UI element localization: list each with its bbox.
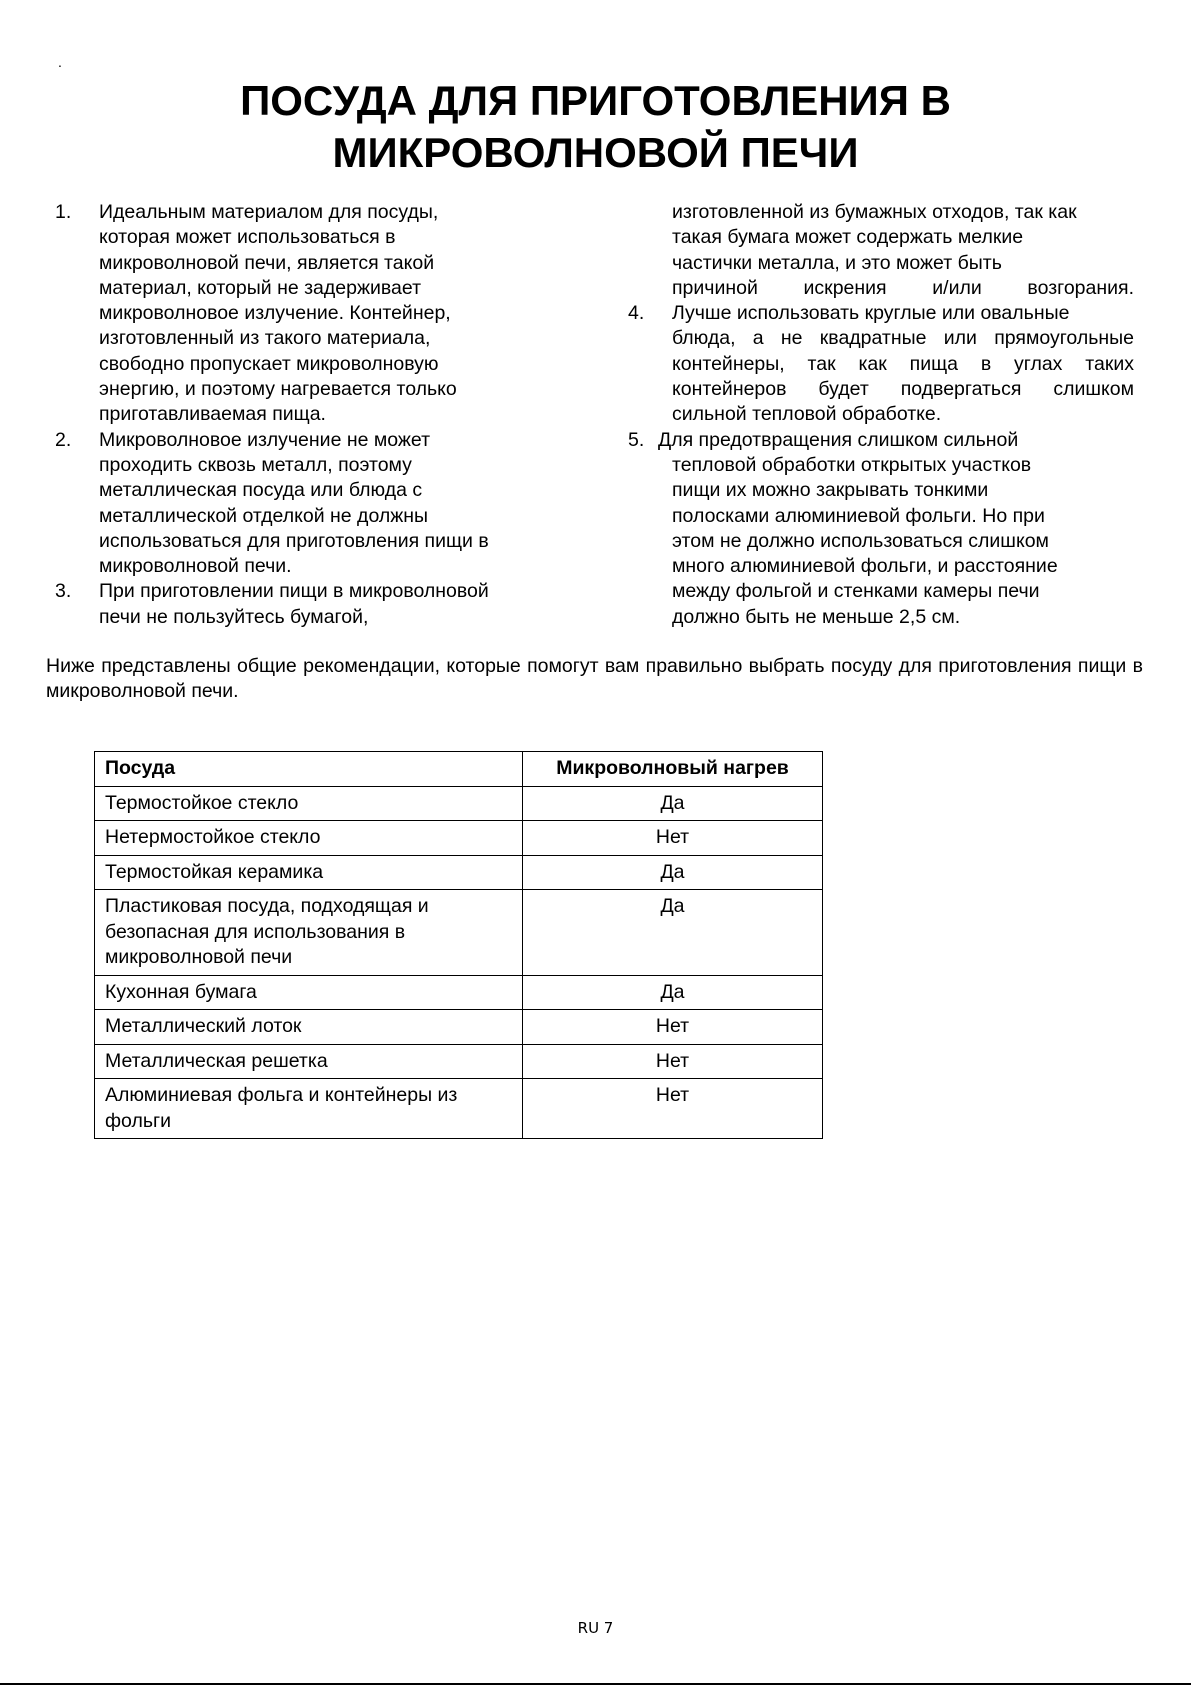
text-line: много алюминиевой фольги, и расстояние xyxy=(672,555,1058,578)
table-cell: Нет xyxy=(523,821,823,856)
text-line: изготовленной из бумажных отходов, так как xyxy=(672,201,1077,223)
text-line: металлической отделкой не должны xyxy=(99,504,429,527)
text-line: этом не должно использоваться слишком xyxy=(672,529,1049,552)
table-row xyxy=(95,1079,823,1139)
list-item-number: 4. xyxy=(628,302,645,325)
text-line: использоваться для приготовления пищи в xyxy=(99,529,489,552)
table-cell: Да xyxy=(523,975,823,1010)
list-item-number: 1. xyxy=(55,201,72,223)
text-line: проходить сквозь металл, поэтому xyxy=(99,453,412,476)
text-line: полосками алюминиевой фольги. Но при xyxy=(672,504,1045,527)
page-title-line-1: ПОСУДА ДЛЯ ПРИГОТОВЛЕНИЯ В xyxy=(240,77,951,124)
page-title xyxy=(0,75,1191,179)
table-cell: Кухонная бумага xyxy=(95,975,523,1010)
text-line: При приготовлении пищи в микроволновой xyxy=(99,580,489,603)
table-cell: Металлическая решетка xyxy=(95,1044,523,1079)
text-line: Микроволновое излучение не может xyxy=(99,428,431,451)
left-column xyxy=(55,200,575,630)
table-cell: Нет xyxy=(523,1044,823,1079)
table-row xyxy=(95,821,823,856)
text-line: должно быть не меньше 2,5 см. xyxy=(672,605,961,628)
column-header-cookware: Посуда xyxy=(95,752,523,787)
text-line: пищи их можно закрывать тонкими xyxy=(672,479,989,502)
table-cell: Да xyxy=(523,890,823,976)
table-cell: Термостойкое стекло xyxy=(95,786,523,821)
table-cell: Нет xyxy=(523,1010,823,1045)
text-line: печи не пользуйтесь бумагой, xyxy=(99,605,369,628)
text-line: тепловой обработки открытых участков xyxy=(672,453,1032,476)
table-cell: Да xyxy=(523,855,823,890)
list-item-1 xyxy=(55,200,575,428)
table-cell: Да xyxy=(523,786,823,821)
text-line: микроволновой печи, является такой xyxy=(99,251,435,274)
text-line: материал, который не задерживает xyxy=(99,276,422,299)
table-row xyxy=(95,855,823,890)
list-item-3-continuation xyxy=(628,200,1134,301)
text-line: которая может использоваться в xyxy=(99,226,396,249)
text-line: такая бумага может содержать мелкие xyxy=(672,226,1024,249)
text-line: причиной искрения и/или возгорания. xyxy=(672,276,1134,299)
text-line: между фольгой и стенками камеры печи xyxy=(672,580,1040,603)
table-cell: Нетермостойкое стекло xyxy=(95,821,523,856)
list-item-3 xyxy=(55,579,575,630)
table-row xyxy=(95,786,823,821)
text-line: Для предотвращения слишком сильной xyxy=(658,428,1019,451)
text-line: Идеальным материалом для посуды, xyxy=(99,201,439,223)
cookware-table xyxy=(94,751,823,1139)
page-number: RU 7 xyxy=(577,1619,614,1637)
list-item-5 xyxy=(628,428,1134,630)
text-line: микроволновое излучение. Контейнер, xyxy=(99,302,451,325)
table-cell: Термостойкая керамика xyxy=(95,855,523,890)
table-cell: Алюминиевая фольга и контейнеры из фольги xyxy=(95,1079,523,1139)
list-item-4 xyxy=(628,301,1134,427)
text-line: свободно пропускает микроволновую xyxy=(99,352,439,375)
text-line: частички металла, и это может быть xyxy=(672,251,1002,274)
text-line: контейнеры, так как пища в углах таких xyxy=(672,352,1134,375)
table-row xyxy=(95,1044,823,1079)
text-line: изготовленный из такого материала, xyxy=(99,327,431,350)
column-header-microwave: Микроволновый нагрев xyxy=(523,752,823,787)
right-column xyxy=(628,200,1134,630)
table-row xyxy=(95,890,823,976)
text-line: металлическая посуда или блюда с xyxy=(99,479,423,502)
text-line: энергию, и поэтому нагревается только xyxy=(99,378,457,401)
table-cell: Пластиковая посуда, подходящая и безопасная для использования в микроволновой печи xyxy=(95,890,523,976)
page-title-line-2: МИКРОВОЛНОВОЙ ПЕЧИ xyxy=(332,129,859,176)
text-line: приготавливаемая пища. xyxy=(99,403,326,426)
text-line: блюда, а не квадратные или прямоугольные xyxy=(672,327,1134,350)
text-line: Лучше использовать круглые или овальные xyxy=(672,302,1070,325)
table-header-row xyxy=(95,752,823,787)
intro-paragraph: Ниже представлены общие рекомендации, которые помогут вам правильно выбрать посуду для приготовления пищи в микроволновой печи. xyxy=(46,655,1143,703)
text-line: сильной тепловой обработке. xyxy=(672,403,942,426)
list-item-2 xyxy=(55,428,575,580)
table-row xyxy=(95,1010,823,1045)
table-cell: Нет xyxy=(523,1079,823,1139)
list-item-number: 3. xyxy=(55,580,72,603)
page-marker: . xyxy=(58,54,62,70)
list-item-number: 2. xyxy=(55,428,72,451)
list-item-number: 5. xyxy=(628,428,645,451)
text-line: микроволновой печи. xyxy=(99,555,292,578)
table-row xyxy=(95,975,823,1010)
text-line: контейнеров будет подвергаться слишком xyxy=(672,378,1134,401)
table-cell: Металлический лоток xyxy=(95,1010,523,1045)
